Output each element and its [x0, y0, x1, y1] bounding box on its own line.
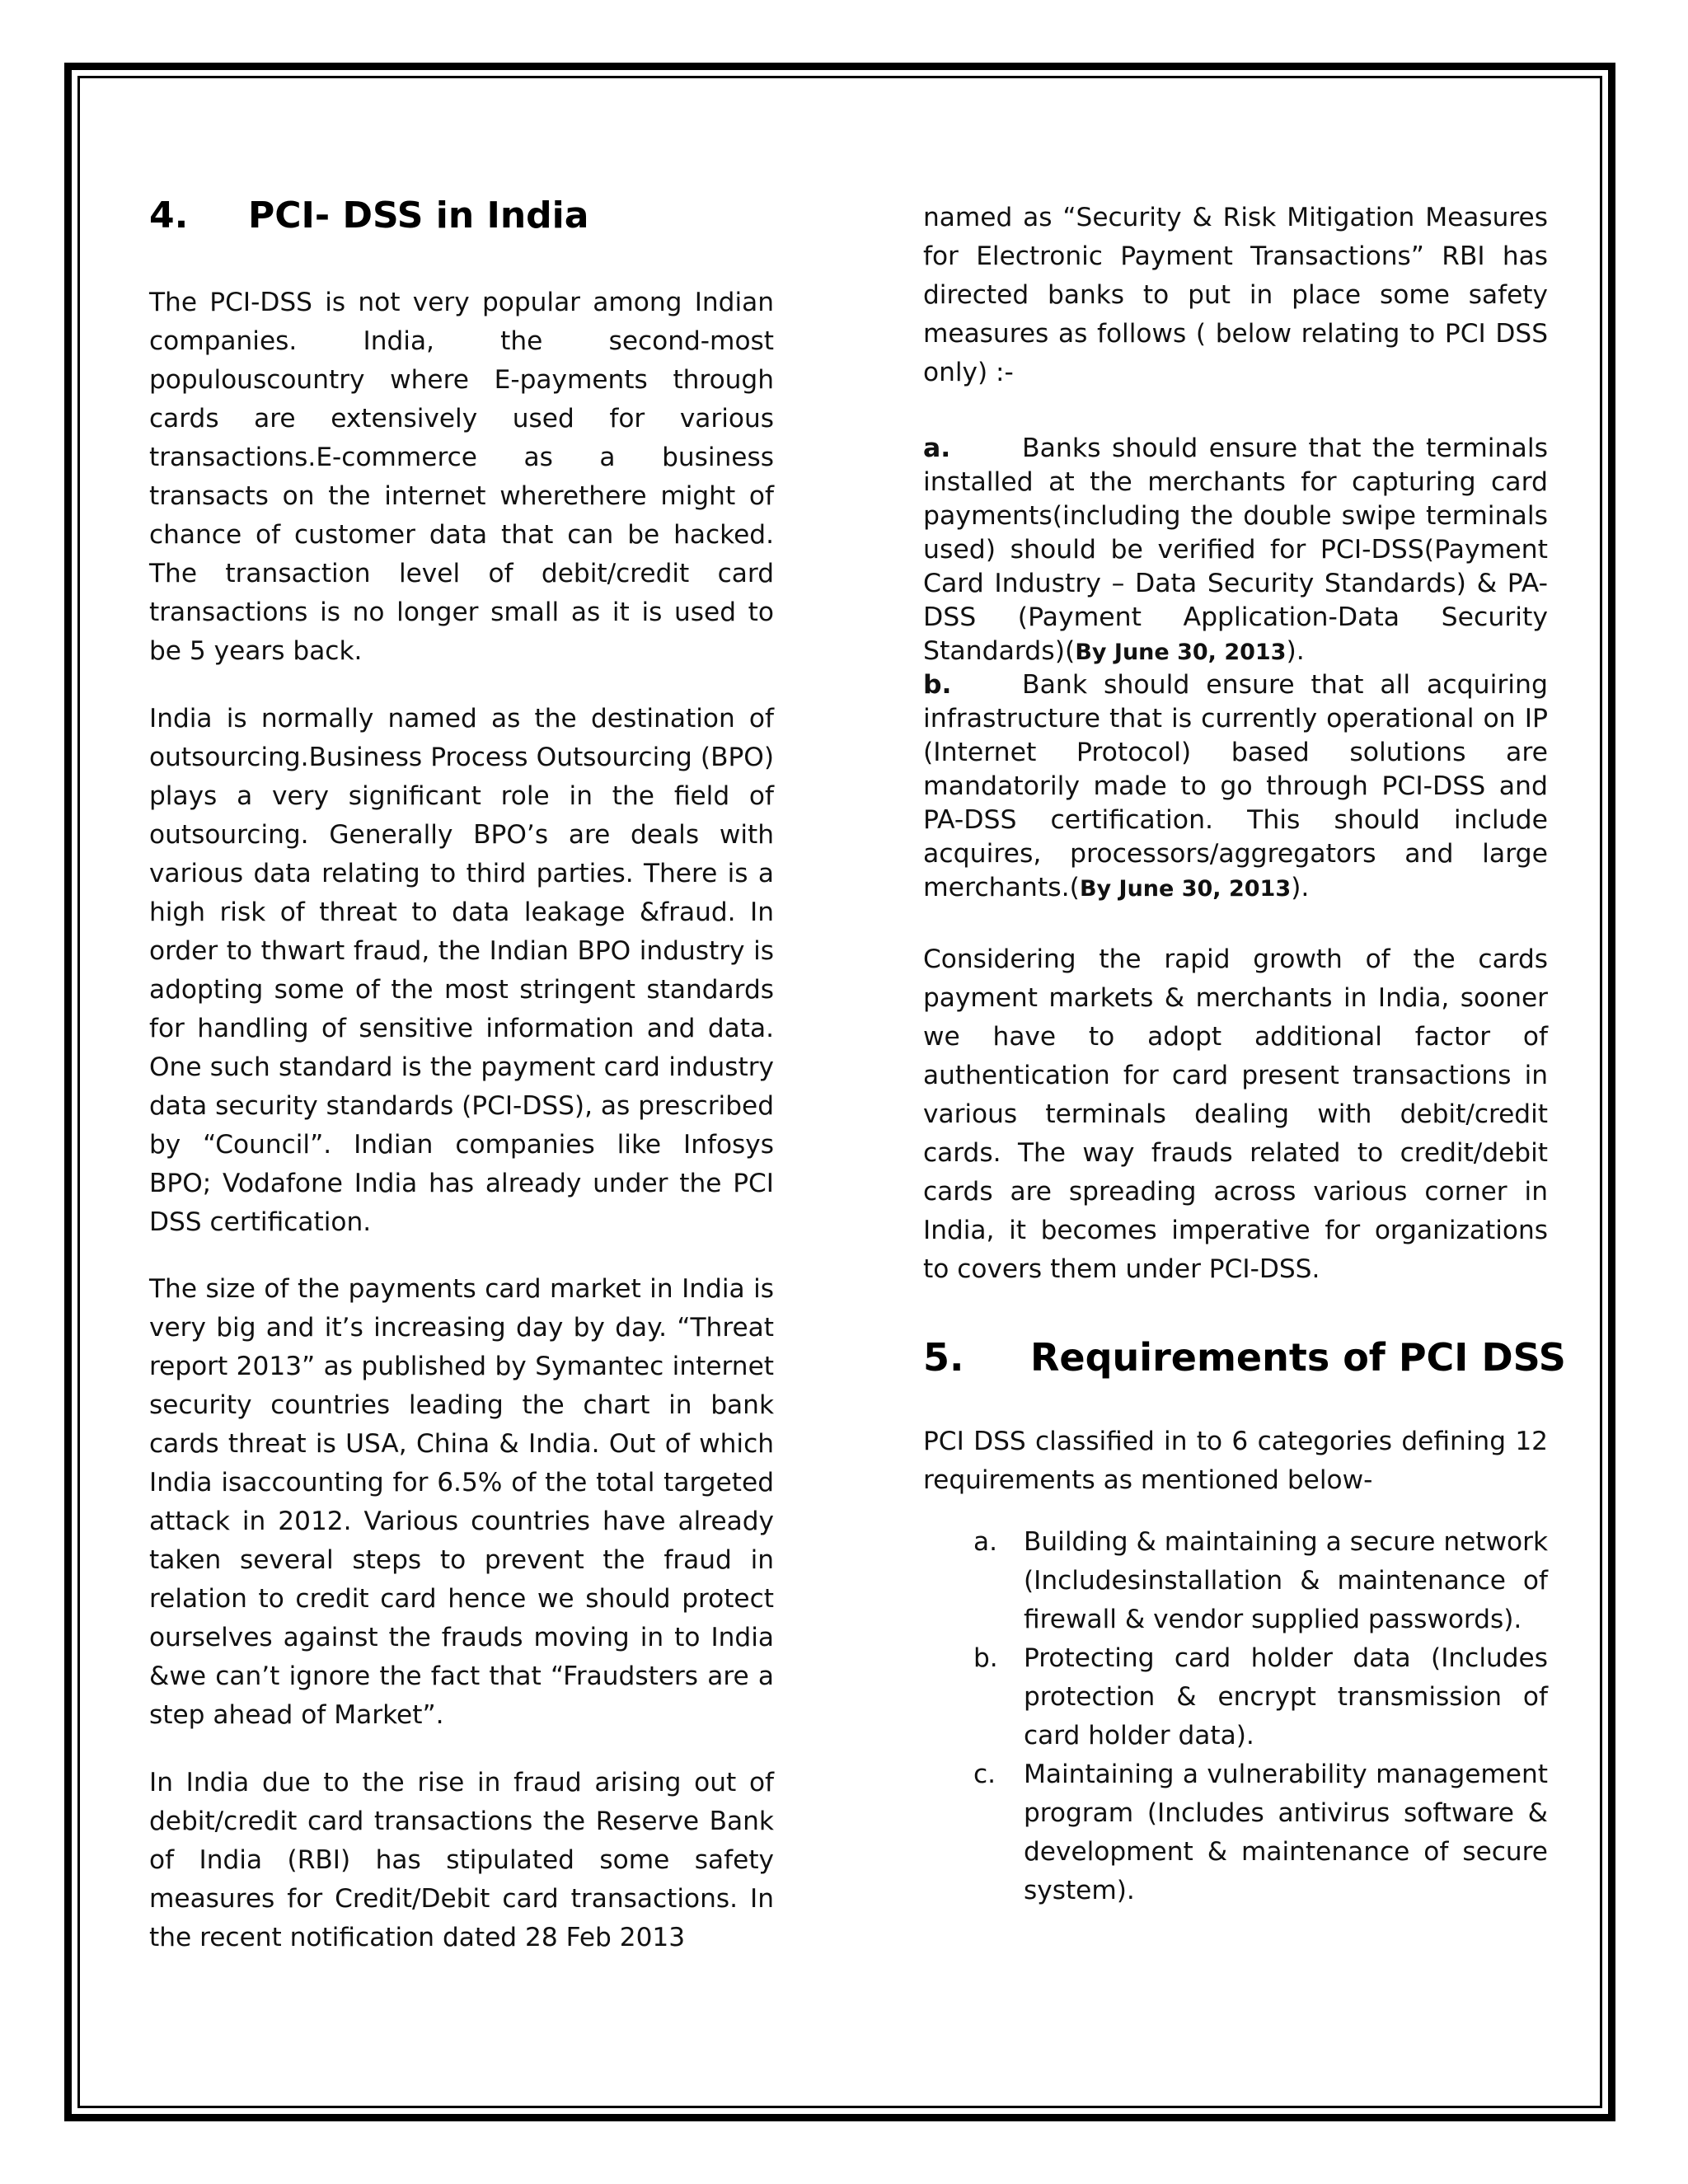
section-5-intro: PCI DSS classified in to 6 categories defining 12 requirements as mentioned below-: [923, 1427, 1548, 1495]
rbi-measure-b: [923, 668, 1548, 906]
requirement-item-a-text: Building & maintaining a secure network (Includesinstallation & maintenance of firewall & vendor supplied passwords).: [1024, 1527, 1548, 1634]
section-4-paragraph-2: India is normally named as the destination of outsourcing.Business Process Outsourcing (BPO) plays a very significant role in the field of outsourcing. Generally BPO’s are deals with various data relating to third parties. There is a high risk of threat to data leakage &fraud. In order to thwart fraud, the Indian BPO industry is adopting some of the most stringent standards for handling of sensitive information and data. One such standard is the payment card industry data security standards (PCI-DSS), as prescribed by “Council”. Indian companies like Infosys BPO; Vodafone India has already under the PCI DSS certification.: [149, 704, 774, 1237]
requirement-item-c-text: Maintaining a vulnerability management program (Includes antivirus software & development & maintenance of secure system).: [1024, 1760, 1548, 1905]
requirement-item-b: [923, 1639, 1548, 1755]
rbi-measure-a-deadline: By June 30, 2013: [1075, 640, 1287, 665]
rbi-measure-b-deadline: By June 30, 2013: [1079, 876, 1292, 902]
rbi-measure-b-text: Bank should ensure that all acquiring infrastructure that is currently operational on IP (Internet Protocol) based solutions are mandatorily made to go through PCI-DSS and PA-DSS certification. This should include acquires, processors/aggregators and large merchants.: [923, 670, 1548, 902]
section-4-heading: [149, 194, 588, 237]
section-4-continuation: named as “Security & Risk Mitigation Measures for Electronic Payment Transactions” RBI has directed banks to put in place some safety measures as follows ( below relating to PCI DSS only) :-: [923, 203, 1548, 387]
section-5-number: 5.: [923, 1335, 964, 1380]
requirement-item-b-text: Protecting card holder data (Includes protection & encrypt transmission of card holder data).: [1024, 1643, 1548, 1750]
rbi-measure-b-deadline-open: (: [1069, 873, 1080, 902]
requirement-item-a: [923, 1523, 1548, 1639]
rbi-measure-a-letter: a.: [923, 434, 951, 463]
requirement-item-c: [923, 1755, 1548, 1910]
requirements-list: [923, 1523, 1548, 1910]
requirement-item-b-letter: b.: [973, 1643, 998, 1673]
rbi-measure-a: [923, 432, 1548, 669]
section-4-paragraph-1: The PCI-DSS is not very popular among Indian companies. India, the second-most populouscountry where E-payments through cards are extensively used for various transactions.E-commerce as a business transacts on the internet wherethere might of chance of customer data that can be hacked. The transaction level of debit/credit card transactions is no longer small as it is used to be 5 years back.: [149, 288, 774, 666]
requirement-item-c-letter: c.: [973, 1760, 996, 1789]
rbi-measure-b-letter: b.: [923, 670, 952, 700]
section-5-heading: [923, 1335, 1566, 1380]
section-4-closing: Considering the rapid growth of the cards payment markets & merchants in India, sooner we have to adopt additional factor of authentication for card present transactions in various terminals dealing with debit/credit cards. The way frauds related to credit/debit cards are spreading across various corner in India, it becomes imperative for organizations to covers them under PCI-DSS.: [923, 944, 1548, 1284]
section-4-title: PCI- DSS in India: [248, 194, 589, 237]
section-4-paragraph-3: The size of the payments card market in India is very big and it’s increasing day by day. “Threat report 2013” as published by Symantec internet security countries leading the chart in bank cards threat is USA, China & India. Out of which India isaccounting for 6.5% of the total targeted attack in 2012. Various countries have already taken several steps to prevent the fraud in relation to credit card hence we should protect ourselves against the frauds moving in to India &we can’t ignore the fact that “Fraudsters are a step ahead of Market”.: [149, 1274, 774, 1730]
section-4-paragraph-4: In India due to the rise in fraud arising out of debit/credit card transactions the Reserve Bank of India (RBI) has stipulated some safety measures for Credit/Debit card transactions. In the recent notification dated 28 Feb 2013: [149, 1768, 774, 1952]
rbi-measure-a-deadline-close: ).: [1286, 636, 1305, 666]
section-5-title: Requirements of PCI DSS: [1030, 1335, 1566, 1380]
section-4-number: 4.: [149, 194, 189, 237]
rbi-measure-b-deadline-close: ).: [1291, 873, 1310, 902]
requirement-item-a-letter: a.: [973, 1527, 998, 1557]
rbi-measure-a-deadline-open: (: [1065, 636, 1076, 666]
rbi-measure-a-text: Banks should ensure that the terminals installed at the merchants for capturing card payments(including the double swipe terminals used) should be verified for PCI-DSS(Payment Card Industry – Data Security Standards) & PA-DSS (Payment Application-Data Security Standards): [923, 434, 1548, 666]
